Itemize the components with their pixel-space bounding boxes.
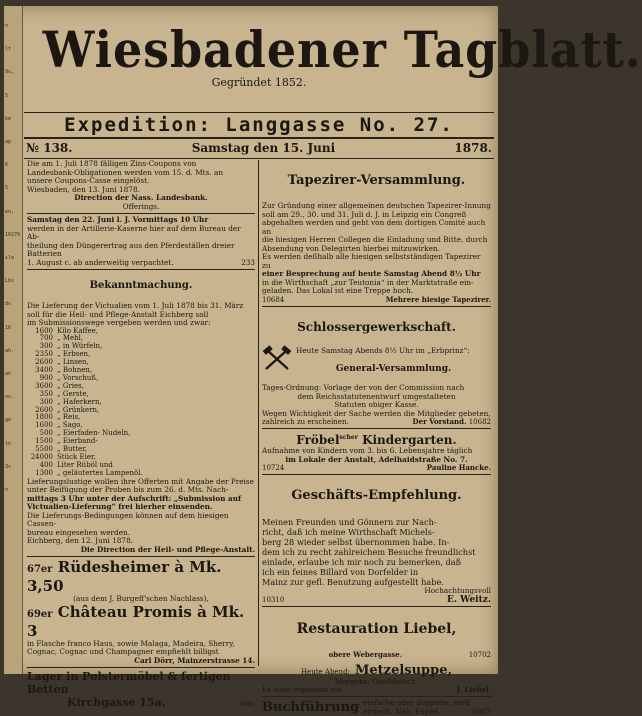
froebel-signature: Pauline Hancke. — [427, 464, 491, 472]
edge-text: ke — [4, 116, 22, 122]
geschaeft-line: Meinen Freunden und Gönnern zur Nach- — [262, 517, 491, 527]
schlosser-line-1: Heute Samstag Abends 8½ Uhr im „Erbprinz“: — [296, 347, 491, 356]
victual-qty: 24000 — [27, 454, 57, 462]
dateline — [24, 140, 494, 159]
restauration-line-3: Es ladet ergebenst ein — [262, 686, 342, 694]
victual-qty: 1600 — [27, 328, 57, 336]
expedition-line: Expedition: Langgasse No. 27. — [24, 112, 494, 139]
newspaper-page — [4, 6, 498, 674]
restauration-signature: J. Liebel. — [457, 686, 491, 694]
victual-item: „ in Würfeln, — [57, 343, 255, 351]
versteigerung-notice — [27, 216, 255, 267]
victual-item: „ Eierfaden- Nudeln, — [57, 430, 255, 438]
divider — [27, 556, 255, 557]
tapezierer-line: abgehalten werden und geht von dem dortigen Comité auch an — [262, 219, 491, 236]
edge-text: n — [4, 487, 22, 493]
tapezierer-signature: Mehrere hiesige Tapezirer. — [386, 296, 491, 304]
restauration-ref: 10702 — [469, 651, 491, 659]
geschaeft-signature: E. Weitz. — [447, 596, 491, 604]
edge-text: 3s — [4, 464, 22, 470]
wine-line-1: 67er Rüdesheimer à Mk. 3,50 — [27, 559, 255, 595]
zins-line: Die am 1. Juli 1878 fälligen Zins-Coupons von — [27, 160, 255, 169]
wine-line-4: Cognac, Cognac und Champagner empfiehlt billigst — [27, 648, 255, 657]
victual-item: „ Erbsen, — [57, 351, 255, 359]
bekanntmachung-closing: mittags 3 Uhr unter der Aufschrift: „Submission auf — [27, 495, 255, 504]
victual-item: „ Bohnen, — [57, 367, 255, 375]
victual-item: Kilo Kaffee, — [57, 328, 255, 336]
versteigerung-ref: 233 — [241, 259, 255, 268]
tapezierer-line: die hiesigen Herren Collegen die Einladung und Bitte, durch — [262, 236, 491, 245]
tapezierer-ref: 10684 — [262, 296, 284, 304]
victual-item: „ geläutertes Lampenöl. — [57, 470, 255, 478]
schlosser-line-7: zahlreich zu erscheinen. — [262, 418, 349, 426]
victual-qty: 2600 — [27, 407, 57, 415]
schlosser-notice — [262, 319, 491, 427]
zins-line: Landesbank-Obligationen werden vom 15. d. Mts. an — [27, 169, 255, 178]
victual-item: „ Sago, — [57, 422, 255, 430]
victual-item: „ Mehl, — [57, 335, 255, 343]
victual-item: „ Grünkern, — [57, 407, 255, 415]
zins-signature: Direction der Nass. Landesbank. — [27, 194, 255, 203]
victual-item: „ Haferkern, — [57, 399, 255, 407]
tapezierer-line: Absendung von Delegirten hierbei mitzuwirken. — [262, 245, 491, 254]
schlosser-signature: Der Vorstand. — [413, 417, 467, 426]
edge-text: ds — [4, 301, 22, 307]
versteigerung-line: werden in der Artillerie-Kaserne hier auf dem Bureau der Ab- — [27, 225, 255, 242]
bekanntmachung-closing: Die Lieferungs-Bedingungen können auf dem hiesigen Cassen- — [27, 512, 255, 529]
geschaeft-line: richt, daß ich meine Wirthschaft Michels- — [262, 527, 491, 537]
crossed-hammers-icon — [262, 347, 292, 373]
wine-line-2: 69er Château Promis à Mk. 3 — [27, 604, 255, 640]
schlosser-line-3: Tages-Ordnung: Vorlage der von der Commission nach — [262, 384, 491, 393]
edge-text: tn — [4, 441, 22, 447]
victual-item: „ Gries, — [57, 383, 255, 391]
tapezierer-line: Zur Gründung einer allgemeinen deutschen Tapezirer-Innung — [262, 202, 491, 211]
bekanntmachung-closing: unter Beifügung der Proben bis zum 26. d. Mts. Nach- — [27, 486, 255, 495]
victual-qty: 1800 — [27, 414, 57, 422]
issue-number: № 138. — [26, 141, 72, 155]
edge-text: ah- — [4, 348, 22, 354]
newspaper-title: Wiesbadener Tagblatt. — [43, 20, 475, 80]
victual-qty: 350 — [27, 391, 57, 399]
front-page — [24, 6, 494, 674]
victual-item: Stück Eier, — [57, 454, 255, 462]
victual-qty: 400 — [27, 462, 57, 470]
edge-text: an — [4, 371, 22, 377]
schlosser-line-2: General-Versammlung. — [296, 364, 491, 375]
schlosser-ref: 10682 — [469, 418, 491, 426]
schlosser-line-4: dem Reichsstatutenentwurf umgestalteten — [262, 393, 491, 402]
froebel-ref: 10724 — [262, 464, 284, 472]
restauration-sub: obere Webergasse. — [329, 651, 403, 659]
tapezierer-line: geladen. Das Lokal ist eine Treppe hoch. — [262, 287, 491, 296]
tapezierer-line: einer Besprechung auf heute Samstag Abend 8½ Uhr — [262, 270, 491, 279]
edge-text: 5 — [4, 93, 22, 99]
tapezierer-line: soll am 29., 30. und 31. Juli d. J. in Leipzig ein Congreß — [262, 211, 491, 220]
left-column — [24, 160, 259, 666]
zins-notice — [27, 160, 255, 211]
victual-item: „ Vorschuß, — [57, 375, 255, 383]
bekanntmachung-closing: bureau eingesehen werden. — [27, 529, 255, 538]
right-column — [259, 160, 494, 666]
versteigerung-line: 1. August c. ab anderweitig verpachtet. 233 — [27, 259, 255, 268]
victual-item: „ Eierband- — [57, 438, 255, 446]
buchfuehrung-heading: Buchführung — [262, 700, 359, 715]
bekanntmachung-line: im Submissionswege vergeben werden und zwar: — [27, 319, 255, 328]
zins-offerings: Offerings. — [27, 203, 255, 212]
edge-text: ns. — [4, 394, 22, 400]
victual-item: „ Reis, — [57, 414, 255, 422]
bekanntmachung-line: soll für die Heil- und Pflege-Anstalt Eichberg soll — [27, 311, 255, 320]
divider — [27, 269, 255, 270]
victual-qty: 900 — [27, 375, 57, 383]
wine-signature: Carl Dörr, Mainzerstrasse 14. — [27, 657, 255, 666]
issue-date: Samstag den 15. Juni — [192, 141, 335, 155]
froebel-heading: Fröbel$^{scher}$ Kindergarten. — [262, 431, 491, 447]
edge-text: 5 — [4, 185, 22, 191]
bekanntmachung-signature: Die Direction der Heil- und Pflege-Anstalt. — [27, 546, 255, 555]
bekanntmachung-closing: Eichberg, den 12. Juni 1878. — [27, 537, 255, 546]
moebel-advert — [27, 670, 255, 709]
victuals-list — [27, 328, 255, 478]
edge-text: en, — [4, 209, 22, 215]
wine-line-3: in Flasche franco Haus, sowie Malaga, Madeira, Sherry, — [27, 640, 255, 649]
victual-item: „ Gerste, — [57, 391, 255, 399]
versteigerung-line: Samstag den 22. Juni l. J. Vormittags 10 Uhr — [27, 216, 255, 225]
bekanntmachung-heading: Bekanntmachung. — [27, 280, 255, 292]
victual-qty: 3400 — [27, 367, 57, 375]
columns — [24, 160, 494, 666]
edge-text: 9s, — [4, 69, 22, 75]
bekanntmachung-line: Die Lieferung der Victualien vom 1. Juli 1878 bis 31. März — [27, 302, 255, 311]
divider — [27, 667, 255, 668]
zins-line: unsere Coupons-Casse eingelöst. — [27, 177, 255, 186]
moebel-line-2: Kirchgasse 15a. — [27, 696, 166, 709]
buchfuehrung-advert — [262, 699, 491, 716]
schlosser-line-6: Wegen Wichtigkeit der Sache werden die Mitglieder gebeten, — [262, 410, 491, 419]
geschaeft-line: dem ich zu recht zahlreichem Besuche freundlichst — [262, 547, 491, 557]
schlosser-heading: Schlossergewerkschaft. — [262, 319, 491, 335]
edge-text: 6 — [4, 162, 22, 168]
froebel-line-2: im Lokale der Anstalt, Adelhaidstraße No. 7. — [262, 456, 491, 465]
issue-year: 1878. — [454, 141, 492, 155]
geschaeft-closing: Hochachtungsvoll — [262, 587, 491, 596]
geschaeft-line: berg 28 wieder selbst übernommen habe. In- — [262, 537, 491, 547]
victual-qty: 700 — [27, 335, 57, 343]
geschaeft-notice — [262, 488, 491, 604]
victual-qty: 300 — [27, 399, 57, 407]
restauration-heading: Restauration Liebel, — [262, 621, 491, 637]
tapezierer-line: Es werden deßhalb alle hiesigen selbstständigen Tapezirer zu — [262, 253, 491, 270]
buchfuehrung-note-1: einfache oder doppelte, wird — [363, 699, 491, 708]
tapezierer-line: in die Wirthschaft „zur Teutonia“ in der Marktstraße ein- — [262, 279, 491, 288]
masthead — [24, 20, 494, 98]
versteigerung-line: theilung den Düngerertrag aus den Pferdeställen dreier Batterien — [27, 242, 255, 259]
froebel-line-1: Aufnahme von Kindern vom 3. bis 6. Lebensjahre täglich — [262, 447, 491, 456]
victual-qty: 3600 — [27, 383, 57, 391]
edge-text: ge — [4, 417, 22, 423]
moebel-ref: 9845 — [240, 701, 255, 708]
divider — [27, 213, 255, 214]
divider — [262, 606, 491, 607]
victual-qty: 500 — [27, 430, 57, 438]
wine-line-1-sub: (aus dem J. Burgeff'schen Nachlass), — [27, 595, 255, 604]
adjacent-page-edge — [4, 6, 23, 674]
edge-text: n — [4, 23, 22, 29]
schlosser-line-5: Statuten obiger Kasse. — [262, 401, 491, 410]
froebel-notice — [262, 431, 491, 472]
victual-qty: 1300 — [27, 470, 57, 478]
geschaeft-line: einlade, erlaube ich mir noch zu bemerken, daß — [262, 557, 491, 567]
bekanntmachung-notice — [27, 280, 255, 554]
edge-text: ap — [4, 139, 22, 145]
edge-text: 10270 — [4, 232, 22, 238]
bekanntmachung-closing: Lieferungslustige wollen ihre Offerten mit Angabe der Preise — [27, 478, 255, 487]
zins-line: Wiesbaden, den 13. Juni 1878. — [27, 186, 255, 195]
victual-qty: 5500 — [27, 446, 57, 454]
divider — [262, 696, 491, 697]
founded-line: Gegründet 1852. — [24, 76, 494, 89]
buchfuehrung-note-2: ertheilt. Näh. Exped. 6087 — [363, 708, 491, 716]
restauration-line-1: Heute Abend: Metzelsuppe, — [262, 659, 491, 678]
divider — [262, 474, 491, 475]
geschaeft-ref: 10310 — [262, 596, 284, 604]
wine-advert — [27, 559, 255, 665]
tapezierer-notice — [262, 173, 491, 304]
victual-item: Liter Rüböl und — [57, 462, 255, 470]
restauration-line-2: Morgens: Quellfleisch. — [262, 678, 491, 687]
restauration-advert — [262, 621, 491, 695]
moebel-line-1: Lager in Polstermöbel & fertigen Betten — [27, 670, 255, 696]
victual-qty: 2600 — [27, 359, 57, 367]
divider — [262, 428, 491, 429]
edge-text: lt — [4, 46, 22, 52]
victual-qty: 2350 — [27, 351, 57, 359]
edge-text: Lbs — [4, 278, 22, 284]
victual-qty: 1500 — [27, 438, 57, 446]
geschaeft-heading: Geschäfts-Empfehlung. — [262, 488, 491, 504]
bekanntmachung-closing: Victualien-Lieferung“ frei hierher einsenden. — [27, 503, 255, 512]
tapezierer-heading: Tapezirer-Versammlung. — [262, 173, 491, 189]
victual-item: „ Linsen, — [57, 359, 255, 367]
victual-qty: 300 — [27, 343, 57, 351]
victual-qty: 1600 — [27, 422, 57, 430]
victual-item: „ Butter, — [57, 446, 255, 454]
edge-text: 16 — [4, 325, 22, 331]
geschaeft-line: Mainz zur gefl. Benutzung aufgestellt habe. — [262, 577, 491, 587]
edge-text: ile — [4, 255, 22, 261]
divider — [262, 306, 491, 307]
geschaeft-line: ich ein feines Billard von Dorfelder in — [262, 567, 491, 577]
